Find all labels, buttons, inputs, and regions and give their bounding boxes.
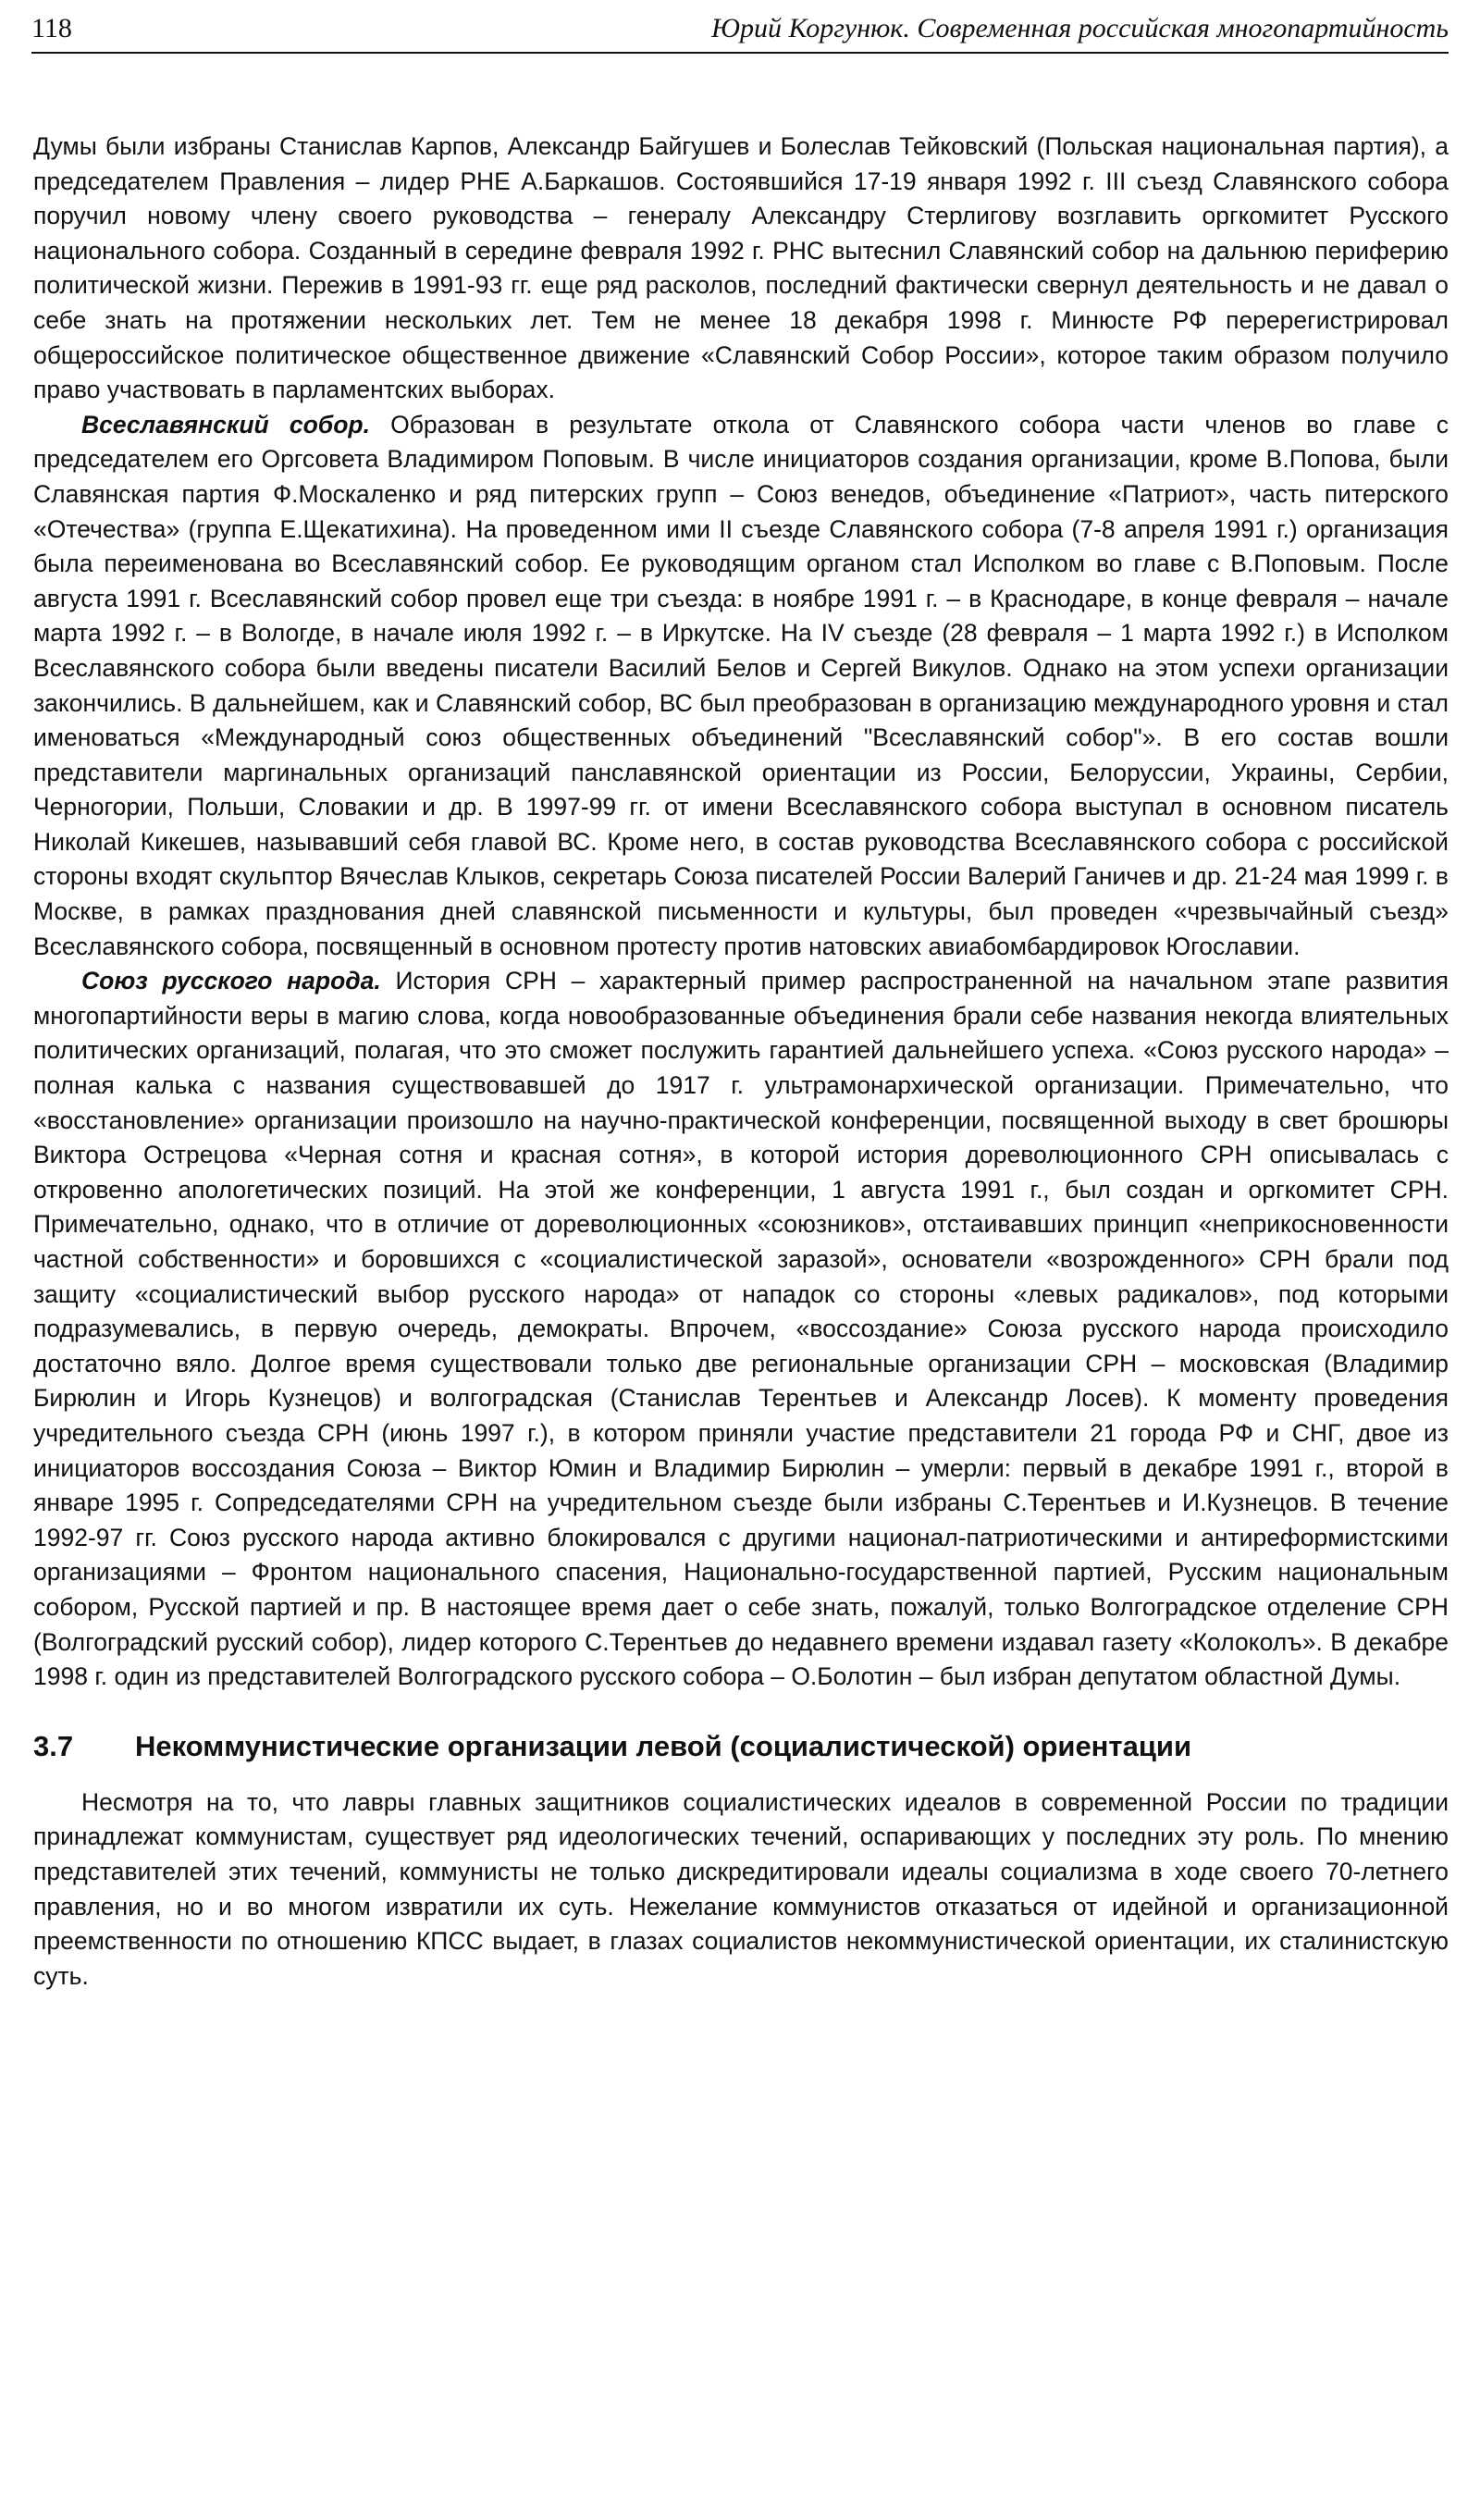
running-title: Юрий Коргунюк. Современная российская многопартийность [710, 13, 1449, 43]
page-number: 118 [31, 13, 72, 43]
page-header [31, 11, 1449, 54]
body-text [33, 130, 1449, 1994]
paragraph-text: Образован в результате откола от Славянского собора части членов во главе с председателем его Оргсовета Владимиром Поповым. В числе инициаторов создания организации, кроме В.Попова, были Славянская партия Ф.Москаленко и ряд питерских групп – Союз венедов, объединение «Патриот», часть питерского «Отечества» (группа Е.Щекатихина). На проведенном ими II съезде Славянского собора (7-8 апреля 1991 г.) организация была переименована во Всеславянский собор. Ее руководящим органом стал Исполком во главе с В.Поповым. После августа 1991 г. Всеславянский собор провел еще три съезда: в ноябре 1991 г. – в Краснодаре, в конце февраля – начале марта 1992 г. – в Вологде, в начале июля 1992 г. – в Иркутске. На IV съезде (28 февраля – 1 марта 1992 г.) в Исполком Всеславянского собора были введены писатели Василий Белов и Сергей Викулов. Однако на этом успехи организации закончились. В дальнейшем, как и Славянский собор, ВС был преобразован в организацию международного уровня и стал именоваться «Международный союз общественных объединений "Всеславянский собор"». В его состав вошли представители маргинальных организаций панславянской ориентации из России, Белоруссии, Украины, Сербии, Черногории, Польши, Словакии и др. В 1997-99 гг. от имени Всеславянского собора выступал в основном писатель Николай Кикешев, называвший себя главой ВС. Кроме него, в состав руководства Всеславянского собора с российской стороны входят скульптор Вячеслав Клыков, секретарь Союза писателей России Валерий Ганичев и др. 21-24 мая 1999 г. в Москве, в рамках празднования дней славянской письменности и культуры, был проведен «чрезвычайный съезд» Всеславянского собора, посвященный в основном протесту против натовских авиабомбардировок Югославии. [33, 410, 1449, 960]
section-title: Некоммунистические организации левой (социалистической) ориентации [135, 1729, 1192, 1762]
section-heading [33, 1728, 1449, 1765]
paragraph-soyuz-russkogo-naroda [33, 964, 1449, 1694]
paragraph-vseslavyansky-sobor [33, 408, 1449, 965]
paragraph-text: История СРН – характерный пример распространенной на начальном этапе развития многопартийности веры в магию слова, когда новообразованные объединения брали себе названия некогда влиятельных политических организаций, полагая, что это сможет послужить гарантией дальнейшего успеха. «Союз русского народа» – полная калька с названия существовавшей до 1917 г. ультрамонархической организации. Примечательно, что «восстановление» организации произошло на научно-практической конференции, посвященной выходу в свет брошюры Виктора Острецова «Черная сотня и красная сотня», в которой история дореволюционного СРН описывалась с откровенно апологетических позиций. На этой же конференции, 1 августа 1991 г., был создан и оргкомитет СРН. Примечательно, однако, что в отличие от дореволюционных «союзников», отстаивавших принцип «неприкосновенности частной собственности» и боровшихся с «социалистической заразой», основатели «возрожденного» СРН брали под защиту «социалистический выбор русского народа» от нападок со стороны «левых радикалов», под которыми подразумевались, в первую очередь, демократы. Впрочем, «воссоздание» Союза русского народа происходило достаточно вяло. Долгое время существовали только две региональные организации СРН – московская (Владимир Бирюлин и Игорь Кузнецов) и волгоградская (Станислав Терентьев и Александр Лосев). К моменту проведения учредительного съезда СРН (июнь 1997 г.), в котором приняли участие представители 21 города РФ и СНГ, двое из инициаторов воссоздания Союза – Виктор Юмин и Владимир Бирюлин – умерли: первый в декабре 1991 г., второй в январе 1995 г. Сопредседателями СРН на учредительном съезде были избраны С.Терентьев и И.Кузнецов. В течение 1992-97 гг. Союз русского народа активно блокировался с другими национал-патриотическими и антиреформистскими организациями – Фронтом национального спасения, Национально-государственной партией, Русским национальным собором, Русской партией и пр. В настоящее время дает о себе знать, пожалуй, только Волгоградское отделение СРН (Волгоградский русский собор), лидер которого С.Терентьев до недавнего времени издавал газету «Колоколъ». В декабре 1998 г. один из представителей Волгоградского русского собора – О.Болотин – был избран депутатом областной Думы. [33, 967, 1449, 1691]
paragraph-text: Думы были избраны Станислав Карпов, Александр Байгушев и Болеслав Тейковский (Польская национальная партия), а председателем Правления – лидер РНЕ А.Баркашов. Состоявшийся 17-19 января 1992 г. III съезд Славянского собора поручил новому члену своего руководства – генералу Александру Стерлигову возглавить оргкомитет Русского национального собора. Созданный в середине февраля 1992 г. РНС вытеснил Славянский собор на дальнюю периферию политической жизни. Пережив в 1991-93 гг. еще ряд расколов, последний фактически свернул деятельность и не давал о себе знать на протяжении нескольких лет. Тем не менее 18 декабря 1998 г. Минюсте РФ перерегистрировал общероссийское политическое общественное движение «Славянский Собор России», которое таким образом получило право участвовать в парламентских выборах. [33, 132, 1449, 404]
term-heading: Всеславянский собор. [81, 410, 370, 439]
paragraph-section-intro [33, 1785, 1449, 1995]
paragraph-continuation [33, 130, 1449, 408]
term-heading: Союз русского народа. [81, 967, 381, 995]
paragraph-text: Несмотря на то, что лавры главных защитников социалистических идеалов в современной России по традиции принадлежат коммунистам, существует ряд идеологических течений, оспаривающих у последних эту роль. По мнению представителей этих течений, коммунисты не только дискредитировали идеалы социализма в ходе своего 70-летнего правления, но и во многом извратили их суть. Нежелание коммунистов отказаться от идейной и организационной преемственности по отношению КПСС выдает, в глазах социалистов некоммунистической ориентации, их сталинистскую суть. [33, 1787, 1449, 1990]
section-number: 3.7 [33, 1729, 74, 1762]
